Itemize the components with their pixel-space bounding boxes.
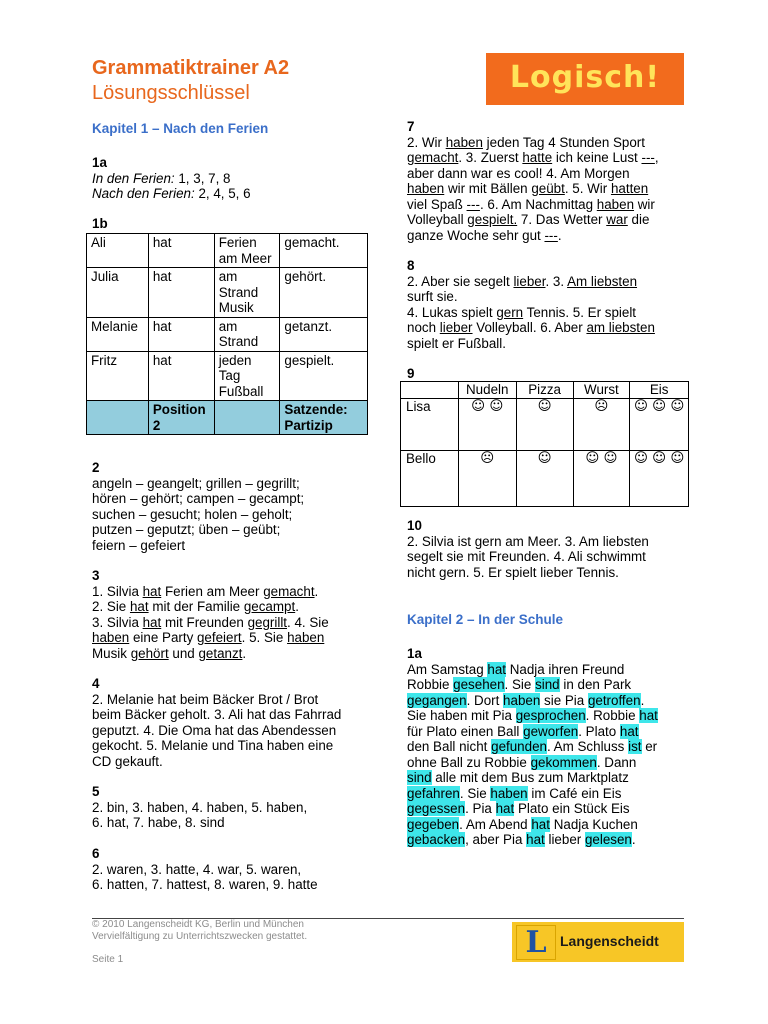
text-line: 4. Lukas spielt gern Tennis. 5. Er spielt xyxy=(407,304,637,320)
smiley-icon: ☺ ☺ ☺ xyxy=(630,450,689,506)
exercise-6 xyxy=(92,846,382,893)
smiley-icon: ☺ xyxy=(516,450,573,506)
text-line: Volleyball gespielt. 7. Das Wetter war die xyxy=(407,212,650,227)
text-line: den Ball nicht gefunden. Am Schluss ist er xyxy=(407,739,658,754)
cell xyxy=(401,382,459,399)
row-label: Lisa xyxy=(401,398,459,450)
logisch-logo: Logisch! xyxy=(486,53,684,105)
text-line: sind alle mit dem Bus zum Marktplatz xyxy=(407,770,629,785)
exercise-label: 10 xyxy=(407,518,422,533)
column-header: Pizza xyxy=(516,382,573,399)
exercise-label: 1a xyxy=(407,646,422,661)
text-line: gefahren. Sie haben im Café ein Eis xyxy=(407,785,622,801)
text-line: haben eine Party gefeiert. 5. Sie haben xyxy=(92,630,325,645)
exercise-4 xyxy=(92,676,382,769)
text-line: 2. Sie hat mit der Familie gecampt. xyxy=(92,599,299,614)
text-line: spielt er Fußball. xyxy=(407,335,506,351)
table-1b xyxy=(86,233,368,435)
brand-name: Langenscheidt xyxy=(560,933,659,949)
cell: hat xyxy=(148,351,214,401)
text-line: gemacht. 3. Zuerst hatte ich keine Lust ---, xyxy=(407,150,659,165)
text-line: CD gekauft. xyxy=(92,753,163,769)
text-line: gekocht. 5. Melanie und Tina haben eine xyxy=(92,738,334,753)
exercise-label: 1a xyxy=(92,155,107,170)
label: In den Ferien: xyxy=(92,170,175,186)
cell: getanzt. xyxy=(280,317,368,351)
text-line: Sie haben mit Pia gesprochen. Robbie hat xyxy=(407,708,658,723)
cell: Melanie xyxy=(87,317,149,351)
text-line: putzen – geputzt; üben – geübt; xyxy=(92,522,281,537)
text-line: 2. Silvia ist gern am Meer. 3. Am liebsten xyxy=(407,533,649,549)
text-line: segelt sie mit Freunden. 4. Ali schwimmt xyxy=(407,549,646,564)
langenscheidt-mark xyxy=(516,925,556,960)
text-line: gegangen. Dort haben sie Pia getroffen. xyxy=(407,692,645,708)
text-line: feiern – gefeiert xyxy=(92,537,186,553)
logo-letter: L xyxy=(525,925,547,960)
footer-rights: Vervielfältigung zu Unterrichtszwecken gestattet. xyxy=(92,931,308,942)
footer-copyright: © 2010 Langenscheidt KG, Berlin und München xyxy=(92,919,304,930)
langenscheidt-logo xyxy=(512,922,684,962)
cell: jeden Tag Fußball xyxy=(214,351,280,401)
kapitel1-heading: Kapitel 1 – Nach den Ferien xyxy=(92,121,269,136)
exercise-2 xyxy=(92,460,382,553)
text-line: 2. waren, 3. hatte, 4. war, 5. waren, xyxy=(92,861,302,877)
frown-icon: ☹ xyxy=(573,398,630,450)
text-line: surft sie. xyxy=(407,289,458,304)
text-line: 6. hat, 7. habe, 8. sind xyxy=(92,815,225,830)
kapitel2-heading: Kapitel 2 – In der Schule xyxy=(407,612,564,627)
smiley-icon: ☺ xyxy=(516,398,573,450)
text-line: gegeben. Am Abend hat Nadja Kuchen xyxy=(407,816,638,832)
exercise-8 xyxy=(407,258,697,351)
text-line: suchen – gesucht; holen – geholt; xyxy=(92,506,293,522)
text-line: 2. Melanie hat beim Bäcker Brot / Brot xyxy=(92,691,319,707)
table-row xyxy=(401,398,689,450)
cell: Satzende: Partizip xyxy=(280,401,368,435)
text-line: 2. bin, 3. haben, 4. haben, 5. haben, xyxy=(92,799,308,815)
exercise-label: 3 xyxy=(92,568,100,583)
column-header: Nudeln xyxy=(458,382,516,399)
exercise-label: 2 xyxy=(92,460,100,475)
cell: gehört. xyxy=(280,268,368,318)
smiley-icon: ☺ ☺ xyxy=(573,450,630,506)
text-line: haben wir mit Bällen geübt. 5. Wir hatten xyxy=(407,181,649,196)
cell: Julia xyxy=(87,268,149,318)
table-row xyxy=(87,234,368,268)
text-line: Musik gehört und getanzt. xyxy=(92,645,247,661)
text-line: 6. hatten, 7. hattest, 8. waren, 9. hatte xyxy=(92,877,318,892)
exercise-7 xyxy=(407,119,697,243)
text-line: ganze Woche sehr gut ---. xyxy=(407,227,562,243)
column-header: Wurst xyxy=(573,382,630,399)
smiley-icon: ☺ ☺ xyxy=(458,398,516,450)
text-line: aber dann war es cool! 4. Am Morgen xyxy=(407,165,630,181)
value: 2, 4, 5, 6 xyxy=(194,186,251,201)
exercise-3 xyxy=(92,568,382,661)
kapitel2-exercise-1a xyxy=(407,646,697,848)
text-line: nicht gern. 5. Er spielt lieber Tennis. xyxy=(407,564,619,580)
cell: gemacht. xyxy=(280,234,368,268)
text-line: gegessen. Pia hat Plato ein Stück Eis xyxy=(407,801,630,816)
table-row xyxy=(401,450,689,506)
text-line: Robbie gesehen. Sie sind in den Park xyxy=(407,677,632,692)
frown-icon: ☹ xyxy=(458,450,516,506)
cell: gespielt. xyxy=(280,351,368,401)
text-line: Am Samstag hat Nadja ihren Freund xyxy=(407,661,625,677)
table-row xyxy=(87,268,368,318)
table-row xyxy=(87,351,368,401)
text-line: 1. Silvia hat Ferien am Meer gemacht. xyxy=(92,583,319,599)
exercise-label: 9 xyxy=(407,366,415,381)
text-line: 2. Wir haben jeden Tag 4 Stunden Sport xyxy=(407,134,645,150)
cell: Ali xyxy=(87,234,149,268)
document-subtitle: Lösungsschlüssel xyxy=(92,82,250,104)
text-line: angeln – geangelt; grillen – gegrillt; xyxy=(92,475,300,491)
exercise-1a xyxy=(92,155,382,202)
table-row xyxy=(87,317,368,351)
cell: hat xyxy=(148,317,214,351)
cell: am Strand Musik xyxy=(214,268,280,318)
page-number: Seite 1 xyxy=(92,954,124,965)
cell: hat xyxy=(148,234,214,268)
cell: Position 2 xyxy=(148,401,214,435)
row-label: Bello xyxy=(401,450,459,506)
text-line: hören – gehört; campen – gecampt; xyxy=(92,491,305,506)
exercise-label: 7 xyxy=(407,119,415,134)
cell xyxy=(87,401,149,435)
cell xyxy=(214,401,280,435)
text-line: viel Spaß ---. 6. Am Nachmittag haben wir xyxy=(407,196,655,212)
text-line: 2. Aber sie segelt lieber. 3. Am liebsten xyxy=(407,273,638,289)
column-header: Eis xyxy=(630,382,689,399)
text-line: für Plato einen Ball geworfen. Plato hat xyxy=(407,723,639,739)
text-line: ohne Ball zu Robbie gekommen. Dann xyxy=(407,754,637,770)
exercise-label: 8 xyxy=(407,258,415,273)
exercise-label: 4 xyxy=(92,676,100,691)
cell: Ferien am Meer xyxy=(214,234,280,268)
text-line: noch lieber Volleyball. 6. Aber am liebsten xyxy=(407,320,655,335)
text-line: gebacken, aber Pia hat lieber gelesen. xyxy=(407,832,636,847)
text-line: 3. Silvia hat mit Freunden gegrillt. 4. Sie xyxy=(92,614,329,630)
table-row xyxy=(87,401,368,435)
text-line: beim Bäcker geholt. 3. Ali hat das Fahrrad xyxy=(92,707,342,722)
label: Nach den Ferien: xyxy=(92,186,195,201)
document-title: Grammatiktrainer A2 xyxy=(92,57,290,79)
value: 1, 3, 7, 8 xyxy=(174,170,231,186)
cell: hat xyxy=(148,268,214,318)
table-9 xyxy=(400,381,689,507)
exercise-5 xyxy=(92,784,382,831)
cell: am Strand xyxy=(214,317,280,351)
exercise-label: 6 xyxy=(92,846,100,861)
exercise-label: 5 xyxy=(92,784,100,799)
table-header-row xyxy=(401,382,689,399)
smiley-icon: ☺ ☺ ☺ xyxy=(630,398,689,450)
exercise-10 xyxy=(407,518,697,580)
text-line: geputzt. 4. Die Oma hat das Abendessen xyxy=(92,722,337,738)
exercise-label: 1b xyxy=(92,216,108,231)
cell: Fritz xyxy=(87,351,149,401)
